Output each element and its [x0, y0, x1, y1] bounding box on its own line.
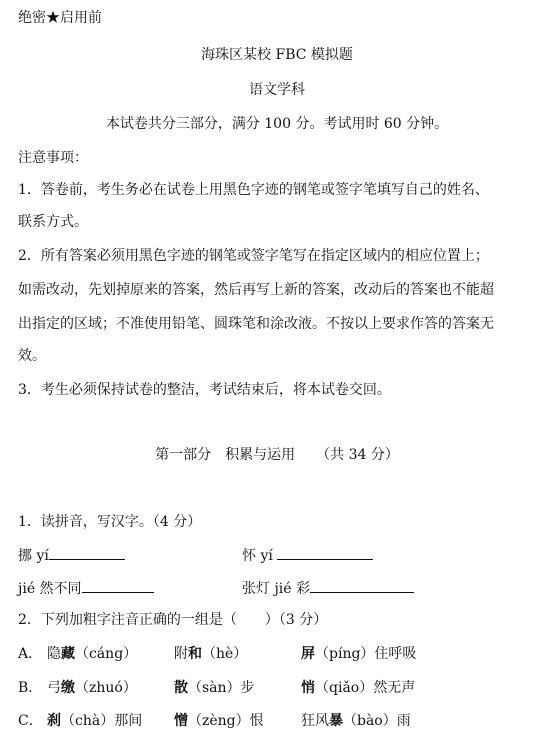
option-b-choice-3: 悄（qiǎo）然无声: [301, 680, 416, 696]
option-c-choice-1: 刹（chà）那间: [47, 713, 143, 729]
subject-title: 语文学科: [249, 82, 305, 98]
note-line: 联系方式。: [18, 214, 88, 230]
q1-prompt: 1．读拼音，写汉字。（4 分）: [18, 514, 202, 530]
note-line: 效。: [18, 348, 46, 364]
exam-info: 本试卷共分三部分，满分 100 分。考试用时 60 分钟。: [105, 116, 449, 132]
notes-heading: 注意事项：: [18, 150, 88, 166]
secret-label: 绝密★启用前: [18, 10, 102, 26]
option-letter: C．: [18, 713, 43, 729]
q1-item: 挪 yí: [18, 545, 125, 566]
note-line: 如需改动，先划掉原来的答案，然后再写上新的答案，改动后的答案也不能超: [18, 282, 494, 298]
option-letter: A．: [18, 646, 43, 662]
q1-item: 张灯 jié 彩: [242, 578, 414, 599]
note-line: 1．答卷前，考生务必在试卷上用黑色字迹的钢笔或签字笔填写自己的姓名、: [18, 182, 489, 198]
exam-title: 海珠区某校 FBC 模拟题: [201, 47, 353, 63]
q1-item: 怀 yí: [242, 545, 373, 566]
answer-blank[interactable]: [49, 545, 125, 560]
option-a-choice-2: 附和（hè）: [174, 646, 248, 662]
option-a-choice-1: 隐藏（cáng）: [47, 646, 138, 662]
section-title: 第一部分 积累与运用 （共 34 分）: [155, 447, 399, 463]
note-line: 出指定的区域；不准使用铅笔、圆珠笔和涂改液。不按以上要求作答的答案无: [18, 316, 494, 332]
option-a-choice-3: 屏（píng）住呼吸: [301, 646, 417, 662]
option-b-choice-2: 散（sàn）步: [174, 680, 255, 696]
q2-prompt: 2．下列加粗字注音正确的一组是（ ）（3 分）: [18, 612, 328, 628]
answer-blank[interactable]: [310, 578, 414, 593]
option-c-choice-3: 狂风暴（bào）雨: [301, 713, 411, 729]
answer-blank[interactable]: [82, 578, 154, 593]
note-line: 2．所有答案必须用黑色字迹的钢笔或签字笔写在指定区域内的相应位置上；: [18, 248, 489, 264]
option-b-choice-1: 弓缴（zhuó）: [47, 680, 137, 696]
option-letter: B．: [18, 680, 43, 696]
answer-blank[interactable]: [277, 545, 373, 560]
note-line: 3．考生必须保持试卷的整洁，考试结束后，将本试卷交回。: [18, 382, 391, 398]
q1-item: jié 然不同: [18, 578, 154, 599]
option-c-choice-2: 憎（zèng）恨: [174, 713, 264, 729]
